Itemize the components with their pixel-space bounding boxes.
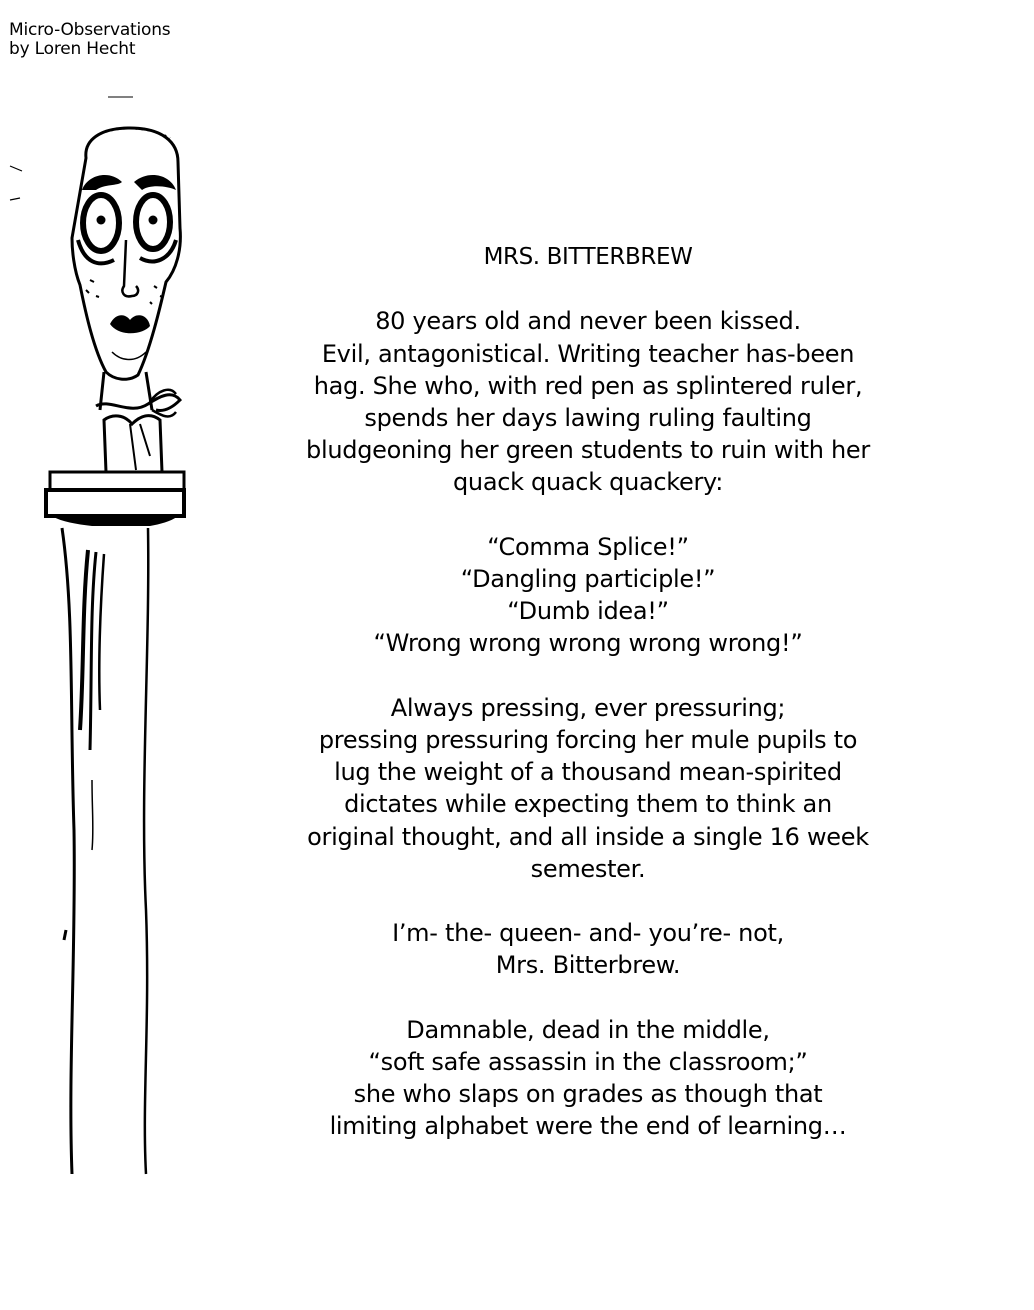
stanza-3 [270, 692, 906, 885]
poem-line: Always pressing, ever pressuring; [390, 693, 786, 722]
poem-line: she who slaps on grades as though that [353, 1080, 823, 1109]
poem-line: hag. She who, with red pen as splintered ruler, [313, 371, 863, 400]
poem-line: Evil, antagonistical. Writing teacher has-been [321, 339, 855, 368]
poem-line: “soft safe assassin in the classroom;” [368, 1048, 808, 1076]
poem-line: semester. [530, 854, 646, 883]
poem-line: quack quack quackery: [452, 468, 724, 497]
teacher-illustration [0, 90, 190, 1180]
poem-line: lug the weight of a thousand mean-spirited [334, 758, 842, 787]
poem-line: “Wrong wrong wrong wrong wrong!” [373, 629, 803, 658]
poem-line: dictates while expecting them to think an [344, 790, 832, 819]
poem-line: I’m- the- queen- and- you’re- not, [392, 919, 784, 948]
poem-line: bludgeoning her green students to ruin with her [306, 436, 870, 465]
poem-title: MRS. BITTERBREW [483, 244, 693, 270]
series-title: Micro-Observations [9, 20, 171, 40]
poem-line: Mrs. Bitterbrew. [495, 951, 681, 980]
poem-line: “Dumb idea!” [507, 597, 669, 626]
stanza-4 [270, 917, 906, 981]
author-byline: by Loren Hecht [9, 39, 136, 59]
poem-line: 80 years old and never been kissed. [375, 307, 801, 336]
poem-line: pressing pressuring forcing her mule pupils to [318, 726, 858, 754]
stanza-1 [270, 305, 906, 498]
poem-line: “Comma Splice!” [487, 532, 689, 561]
poem-line: “Dangling participle!” [460, 565, 716, 593]
stanza-5 [270, 1014, 906, 1143]
author-header [9, 21, 170, 59]
stanza-2 [270, 531, 906, 660]
poem-line: limiting alphabet were the end of learning… [329, 1112, 847, 1141]
poem [270, 241, 906, 1143]
poem-line: original thought, and all inside a single 16 week [307, 822, 869, 851]
poem-line: spends her days lawing ruling faulting [364, 404, 812, 432]
poem-line: Damnable, dead in the middle, [406, 1015, 770, 1044]
